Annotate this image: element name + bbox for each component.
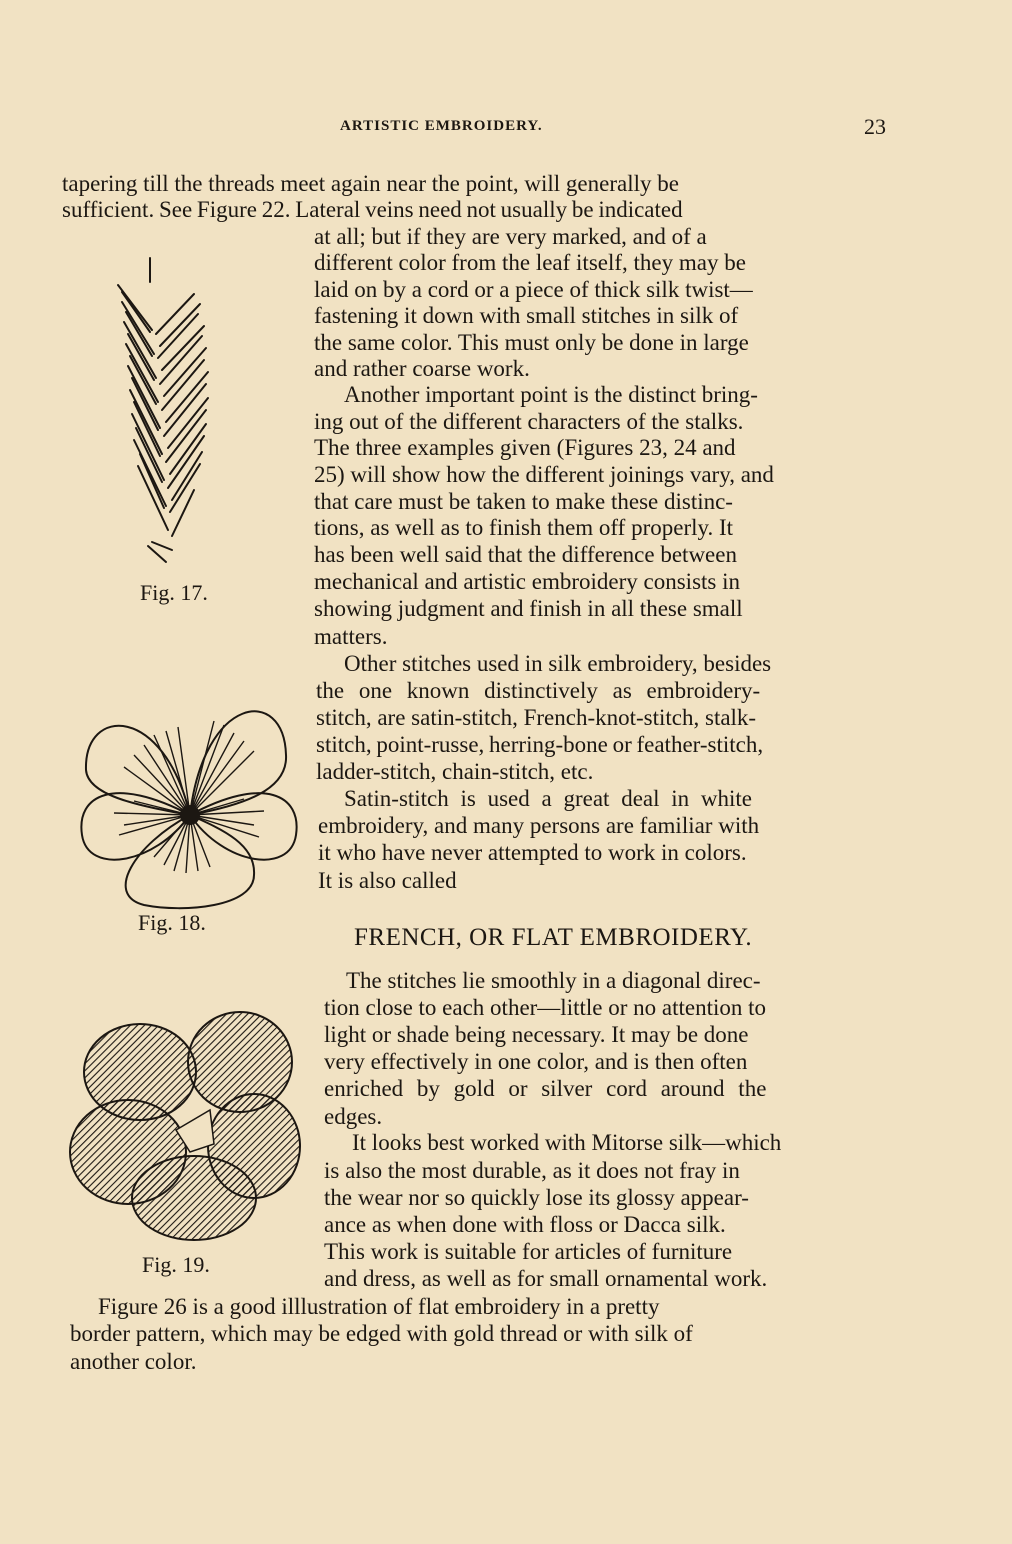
section-heading: FRENCH, OR FLAT EMBROIDERY. [354, 924, 753, 951]
figure-caption: Fig. 17. [140, 580, 208, 605]
text-line: edges. [324, 1104, 383, 1129]
text-line: It looks best worked with Mitorse silk—which [352, 1130, 782, 1155]
text-line: Satin-stitch is used a great deal in white [344, 786, 752, 811]
pansy-flower-icon [74, 675, 304, 910]
text-line: sufficient. See Figure 22. Lateral veins need not usually be indicated [62, 197, 683, 222]
satin-stitch-flower-icon [68, 1002, 308, 1247]
text-line: 25) will show how the different joinings vary, and [314, 462, 774, 487]
running-title: ARTISTIC EMBROIDERY. [340, 118, 543, 134]
page-number: 23 [864, 114, 886, 139]
text-line: and dress, as well as for small ornamental work. [324, 1266, 768, 1291]
text-line: Other stitches used in silk embroidery, besides [344, 651, 772, 676]
text-line: border pattern, which may be edged with gold thread or with silk of [70, 1321, 693, 1346]
figure-caption: Fig. 18. [138, 910, 206, 935]
text-line: embroidery, and many persons are familiar with [318, 813, 760, 838]
text-line: has been well said that the difference between [314, 542, 737, 567]
text-line: at all; but if they are very marked, and of a [314, 224, 707, 249]
text-line: another color. [70, 1349, 197, 1374]
text-line: tions, as well as to finish them off properly. It [314, 515, 734, 540]
text-line: ing out of the different characters of the stalks. [314, 409, 744, 434]
text-line: ance as when done with floss or Dacca silk. [324, 1212, 726, 1237]
text-line: that care must be taken to make these distinc- [314, 489, 733, 514]
text-line: enriched by gold or silver cord around the [324, 1076, 767, 1101]
text-line: and rather coarse work. [314, 356, 530, 381]
text-line: tion close to each other—little or no attention to [324, 995, 766, 1020]
text-line: the one known distinctively as embroidery- [316, 678, 761, 703]
text-line: the same color. This must only be done in large [314, 330, 749, 355]
text-line: the wear nor so quickly lose its glossy appear- [324, 1185, 749, 1210]
text-line: stitch, point-russe, herring-bone or feather-stitch, [316, 732, 764, 757]
text-line: laid on by a cord or a piece of thick silk twist— [314, 277, 753, 302]
leaf-vein-stitch-icon [108, 250, 218, 580]
text-line: showing judgment and finish in all these small [314, 596, 743, 621]
text-line: light or shade being necessary. It may be done [324, 1022, 749, 1047]
text-line: Another important point is the distinct bring- [344, 382, 758, 407]
text-line: is also the most durable, as it does not fray in [324, 1158, 740, 1183]
text-line: fastening it down with small stitches in silk of [314, 303, 739, 328]
text-line: very effectively in one color, and is then often [324, 1049, 748, 1074]
text-line: mechanical and artistic embroidery consists in [314, 569, 741, 594]
text-line: The stitches lie smoothly in a diagonal direc- [346, 968, 761, 993]
text-line: ladder-stitch, chain-stitch, etc. [316, 759, 594, 784]
text-line: This work is suitable for articles of furniture [324, 1239, 733, 1264]
text-line: The three examples given (Figures 23, 24 and [314, 435, 736, 460]
figure-caption: Fig. 19. [142, 1252, 210, 1277]
text-line: different color from the leaf itself, they may be [314, 250, 746, 275]
text-line: tapering till the threads meet again near the point, will generally be [62, 171, 679, 196]
text-line: It is also called [318, 868, 457, 893]
text-line: stitch, are satin-stitch, French-knot-stitch, stalk- [316, 705, 757, 730]
text-line: it who have never attempted to work in colors. [318, 840, 747, 865]
text-line: matters. [314, 624, 388, 649]
text-line: Figure 26 is a good illlustration of flat embroidery in a pretty [98, 1294, 660, 1319]
